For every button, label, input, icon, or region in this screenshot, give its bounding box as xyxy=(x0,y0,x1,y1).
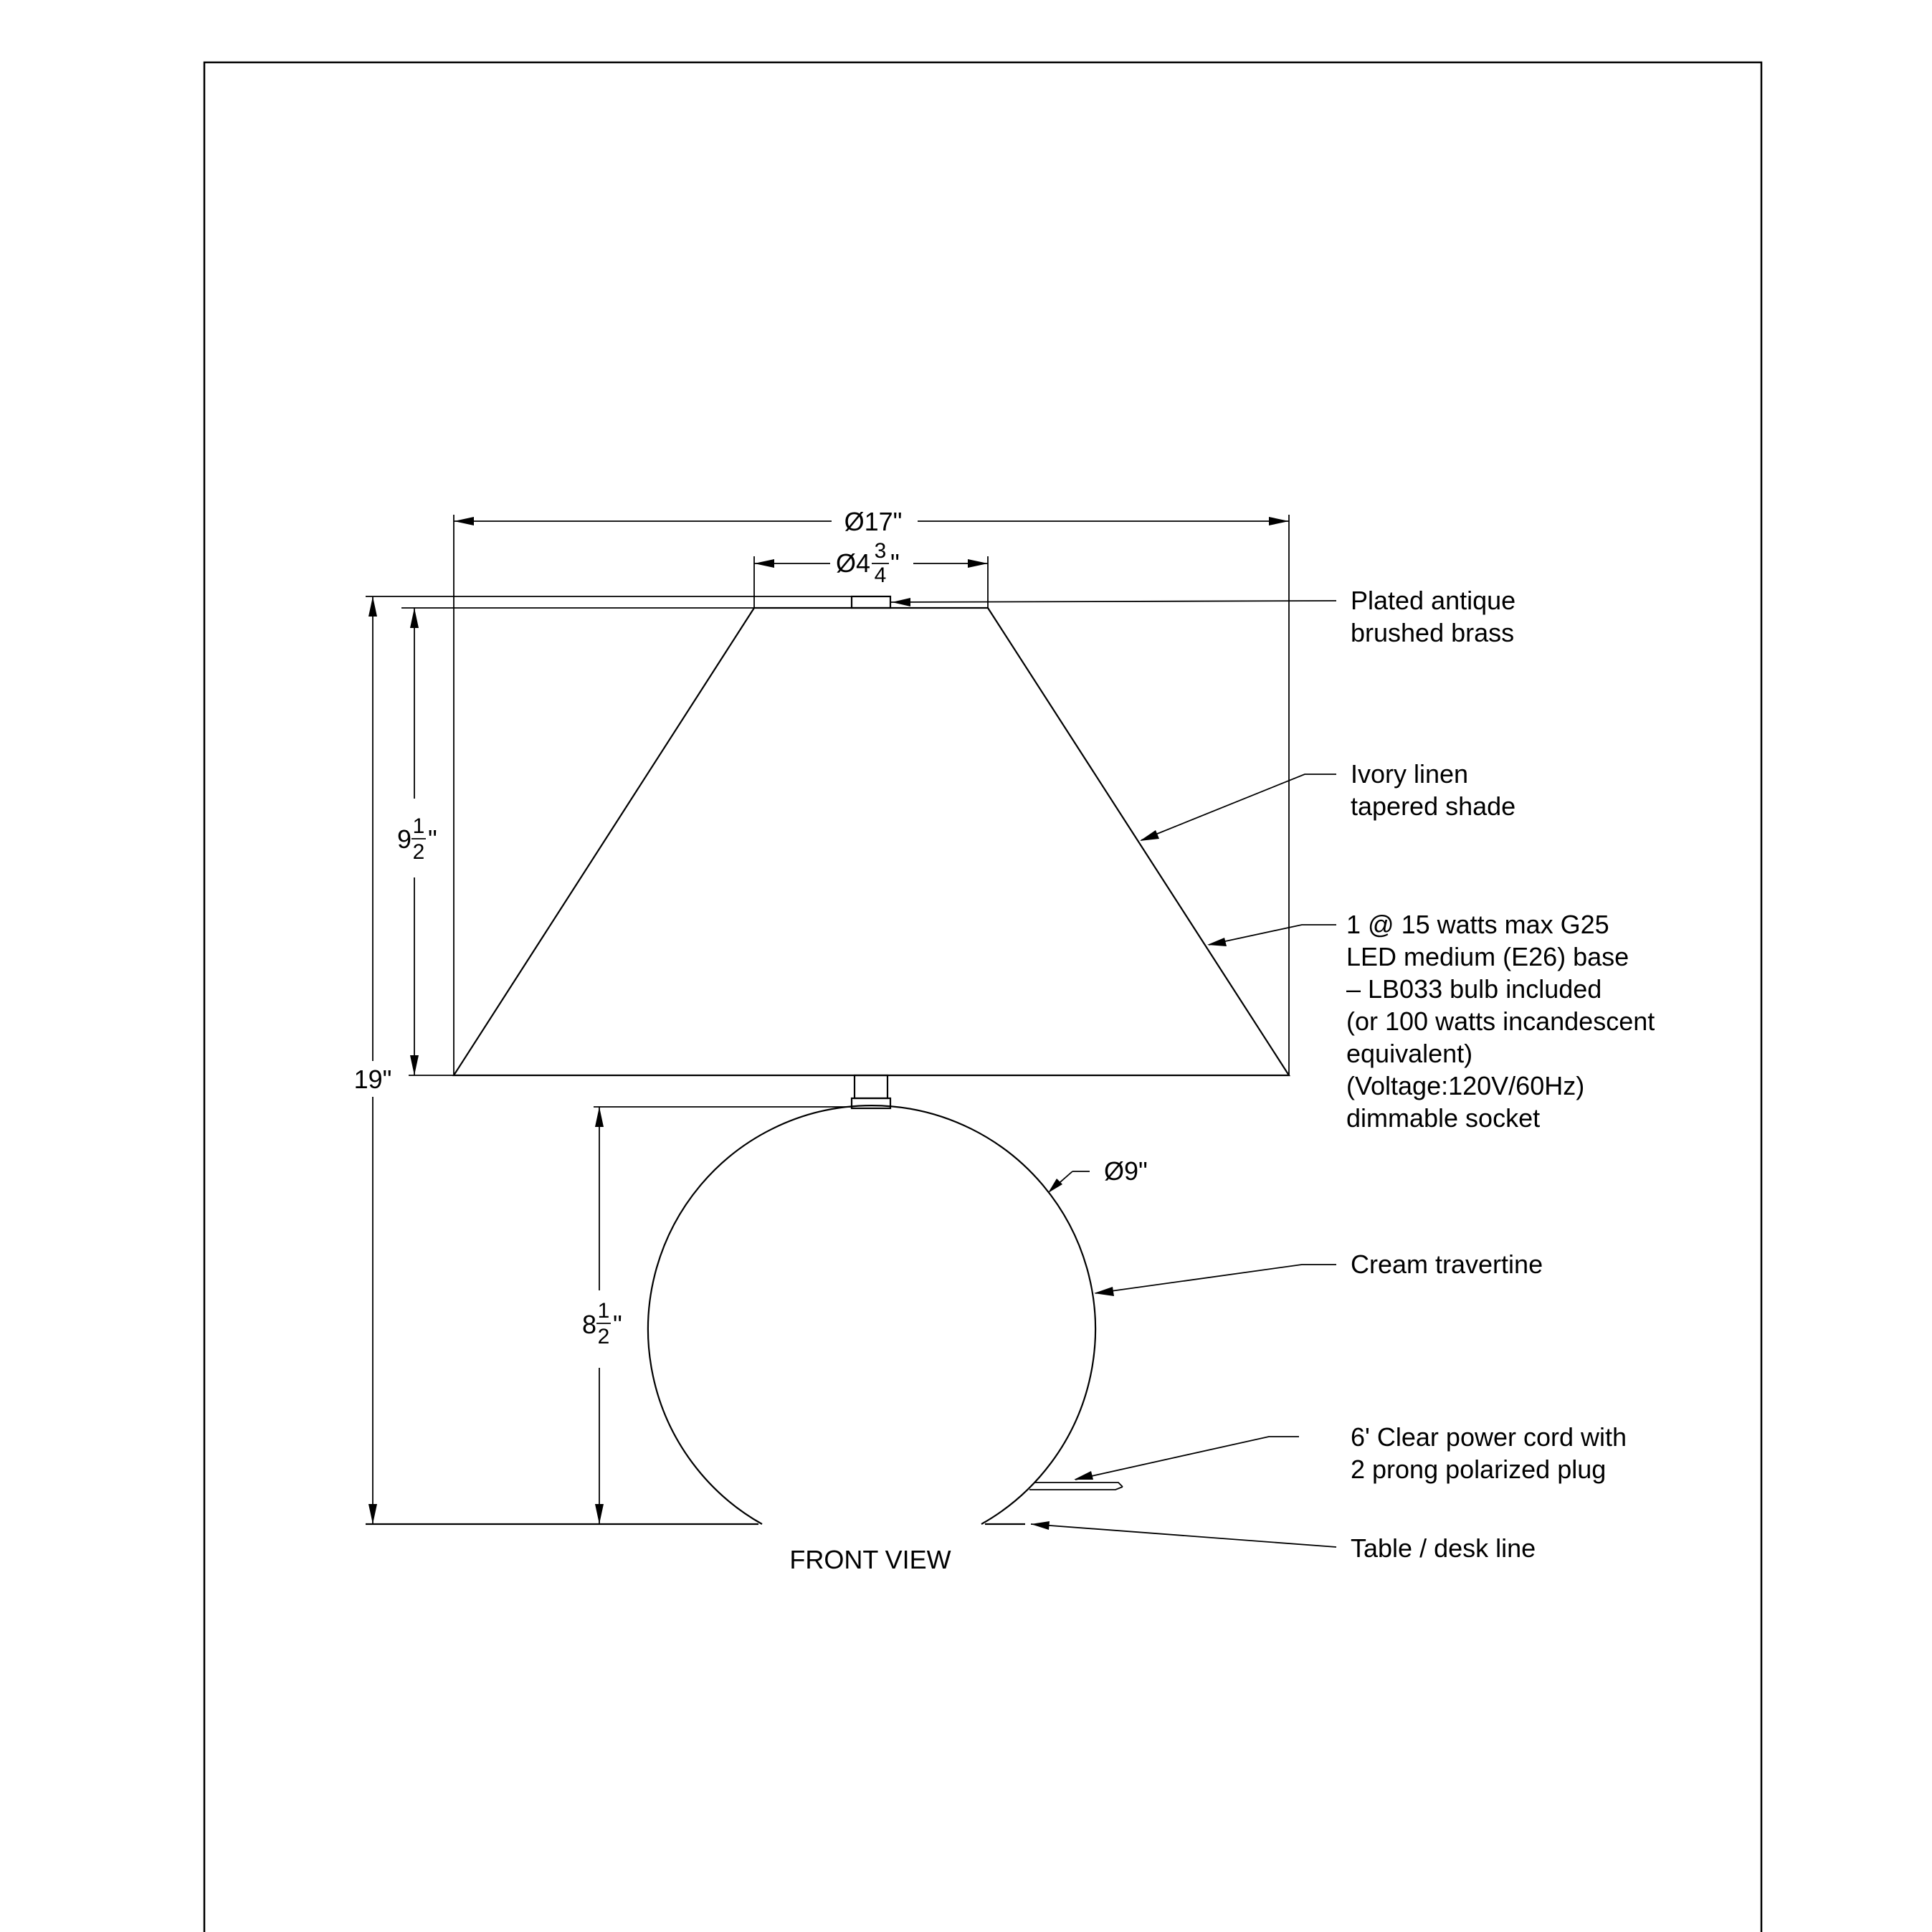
callout-bulb-line1: 1 @ 15 watts max G25 xyxy=(1346,910,1609,939)
dim-base-diameter: Ø9" xyxy=(1104,1156,1148,1186)
callout-shade-line1: Ivory linen xyxy=(1351,759,1469,789)
callout-finial-line1: Plated antique xyxy=(1351,586,1516,615)
svg-text:2: 2 xyxy=(597,1325,610,1348)
dim-shade-height xyxy=(397,814,437,864)
callout-bulb-line5: equivalent) xyxy=(1346,1039,1473,1068)
callout-finial-line2: brushed brass xyxy=(1351,618,1515,647)
callout-bulb-line2: LED medium (E26) base xyxy=(1346,942,1629,971)
callout-shade-line2: tapered shade xyxy=(1351,791,1516,821)
svg-text:": " xyxy=(890,548,900,578)
svg-text:": " xyxy=(428,824,437,854)
lamp-shade xyxy=(454,608,1289,1075)
callout-base-line1: Cream travertine xyxy=(1351,1250,1543,1279)
dim-shade-top-diameter xyxy=(836,539,900,587)
power-cord xyxy=(1035,1483,1123,1487)
svg-text:1: 1 xyxy=(597,1299,610,1323)
callout-bulb-line7: dimmable socket xyxy=(1346,1103,1541,1133)
dim-shade-bottom-diameter: Ø17" xyxy=(844,507,903,536)
lamp-front-view xyxy=(366,596,1289,1524)
svg-text:": " xyxy=(613,1310,622,1339)
dim-overall-height: 19" xyxy=(353,1065,392,1094)
power-cord-lower xyxy=(1029,1487,1123,1490)
dim-base-height xyxy=(582,1299,622,1348)
svg-text:8: 8 xyxy=(581,1310,597,1339)
socket-neck xyxy=(855,1075,888,1098)
dimension-lines xyxy=(354,507,1289,1524)
svg-text:3: 3 xyxy=(874,539,887,563)
finial xyxy=(852,596,890,608)
svg-text:Ø4: Ø4 xyxy=(835,548,870,578)
callout-table-line1: Table / desk line xyxy=(1351,1533,1536,1563)
callout-leaders xyxy=(890,598,1336,1547)
view-label: FRONT VIEW xyxy=(789,1545,951,1574)
svg-text:1: 1 xyxy=(412,814,425,838)
callout-cord-line2: 2 prong polarized plug xyxy=(1351,1455,1607,1484)
callout-cord-line1: 6' Clear power cord with xyxy=(1351,1422,1627,1452)
travertine-sphere-base xyxy=(648,1105,1095,1524)
socket-collar xyxy=(852,1098,890,1108)
callout-bulb-line4: (or 100 watts incandescent xyxy=(1346,1007,1655,1036)
svg-text:2: 2 xyxy=(412,840,425,864)
callout-bulb-line3: – LB033 bulb included xyxy=(1346,974,1602,1004)
svg-text:9: 9 xyxy=(396,824,412,854)
svg-text:4: 4 xyxy=(874,563,887,587)
callout-bulb-line6: (Voltage:120V/60Hz) xyxy=(1346,1071,1585,1100)
